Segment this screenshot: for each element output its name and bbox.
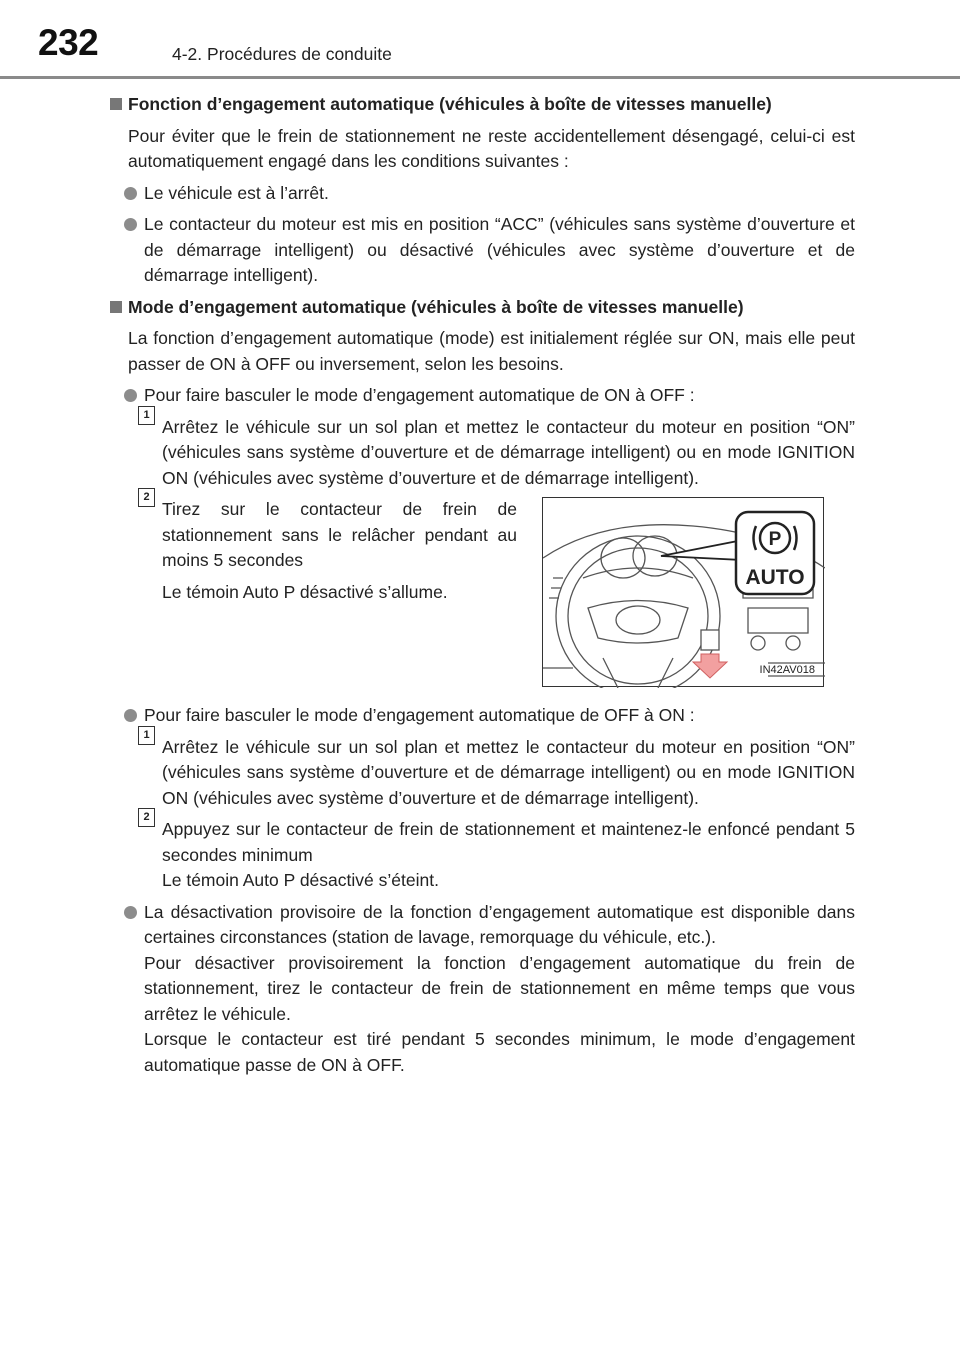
- step-item: 2 Appuyez sur le contacteur de frein de stationnement et maintenez-le enfoncé pendant 5 secondes minimum Le témoin Auto P désactivé s’éteint.: [162, 817, 855, 894]
- step-item: 1 Arrêtez le véhicule sur un sol plan et mettez le contacteur du moteur en position “ON” (véhicules sans système d’ouverture et de démarrage intelligent) ou en mode IGNITION ON (véhicules avec système d’ouverture et de démarrage intelligent).: [162, 735, 855, 812]
- step-with-figure: [110, 491, 855, 697]
- step-note: Le témoin Auto P désactivé s’éteint.: [162, 870, 439, 890]
- figure-parking-brake-switch: [542, 497, 824, 687]
- bullet-item: La désactivation provisoire de la fonction d’engagement automatique est disponible dans certaines circonstances (station de lavage, remorquage du véhicule, etc.). Pour désactiver provisoirement la fonction d’engagement automatique du frein de stationnement, tirez le contacteur de frein de stationnement en même temps que vous arrêtez le véhicule. Lorsque le contacteur est tiré pendant 5 secondes minimum, le mode d’engagement automatique passe de ON à OFF.: [144, 900, 855, 1079]
- page-number: 232: [38, 22, 99, 63]
- step-number-badge: 2: [138, 808, 155, 827]
- paragraph: Pour éviter que le frein de stationnement ne reste accidentellement désengagé, celui-ci est automatiquement engagé dans les conditions suivantes :: [128, 125, 855, 171]
- figure-code: IN42AV018: [759, 663, 815, 676]
- step-text: Tirez sur le contacteur de frein de stationnement sans le relâcher pendant au moins 5 secondes Le témoin Auto P désactivé s’allume.: [162, 497, 517, 605]
- square-bullet-icon: [110, 301, 122, 313]
- paragraph: La fonction d’engagement automatique (mode) est initialement réglée sur ON, mais elle peut passer de ON à OFF ou inversement, selon les besoins.: [128, 328, 855, 374]
- page-header: [0, 0, 960, 80]
- bullet-item: Le véhicule est à l’arrêt.: [144, 181, 855, 207]
- step-item: 1 Arrêtez le véhicule sur un sol plan et mettez le contacteur du moteur en position “ON” (véhicules sans système d’ouverture et de démarrage intelligent) ou en mode IGNITION ON (véhicules avec système d’ouverture et de démarrage intelligent).: [162, 415, 855, 492]
- circle-bullet-icon: [124, 389, 137, 402]
- step-number-badge: 1: [138, 406, 155, 425]
- heading-auto-engage-function: Fonction d’engagement automatique (véhicules à boîte de vitesses manuelle): [110, 92, 855, 118]
- section-title: 4-2. Procédures de conduite: [172, 44, 392, 64]
- bullet-item: Pour faire basculer le mode d’engagement automatique de ON à OFF :: [144, 383, 855, 409]
- bullet-item: Pour faire basculer le mode d’engagement automatique de OFF à ON :: [144, 703, 855, 729]
- page-content: [110, 92, 855, 1084]
- circle-bullet-icon: [124, 187, 137, 200]
- step-note: Le témoin Auto P désactivé s’allume.: [162, 581, 448, 602]
- circle-bullet-icon: [124, 709, 137, 722]
- figure-label-auto: AUTO: [745, 566, 805, 589]
- header-rule: [0, 76, 960, 79]
- step-number-badge: 1: [138, 726, 155, 745]
- square-bullet-icon: [110, 98, 122, 110]
- bullet-item: Le contacteur du moteur est mis en position “ACC” (véhicules sans système d’ouverture et de démarrage intelligent) ou désactivé (véhicules avec système d’ouverture et de démarrage intelligent).: [144, 212, 855, 289]
- figure-label-p: P: [768, 529, 782, 550]
- circle-bullet-icon: [124, 906, 137, 919]
- heading-auto-engage-mode: Mode d’engagement automatique (véhicules à boîte de vitesses manuelle): [110, 295, 855, 321]
- step-number-badge: 2: [138, 488, 155, 507]
- circle-bullet-icon: [124, 218, 137, 231]
